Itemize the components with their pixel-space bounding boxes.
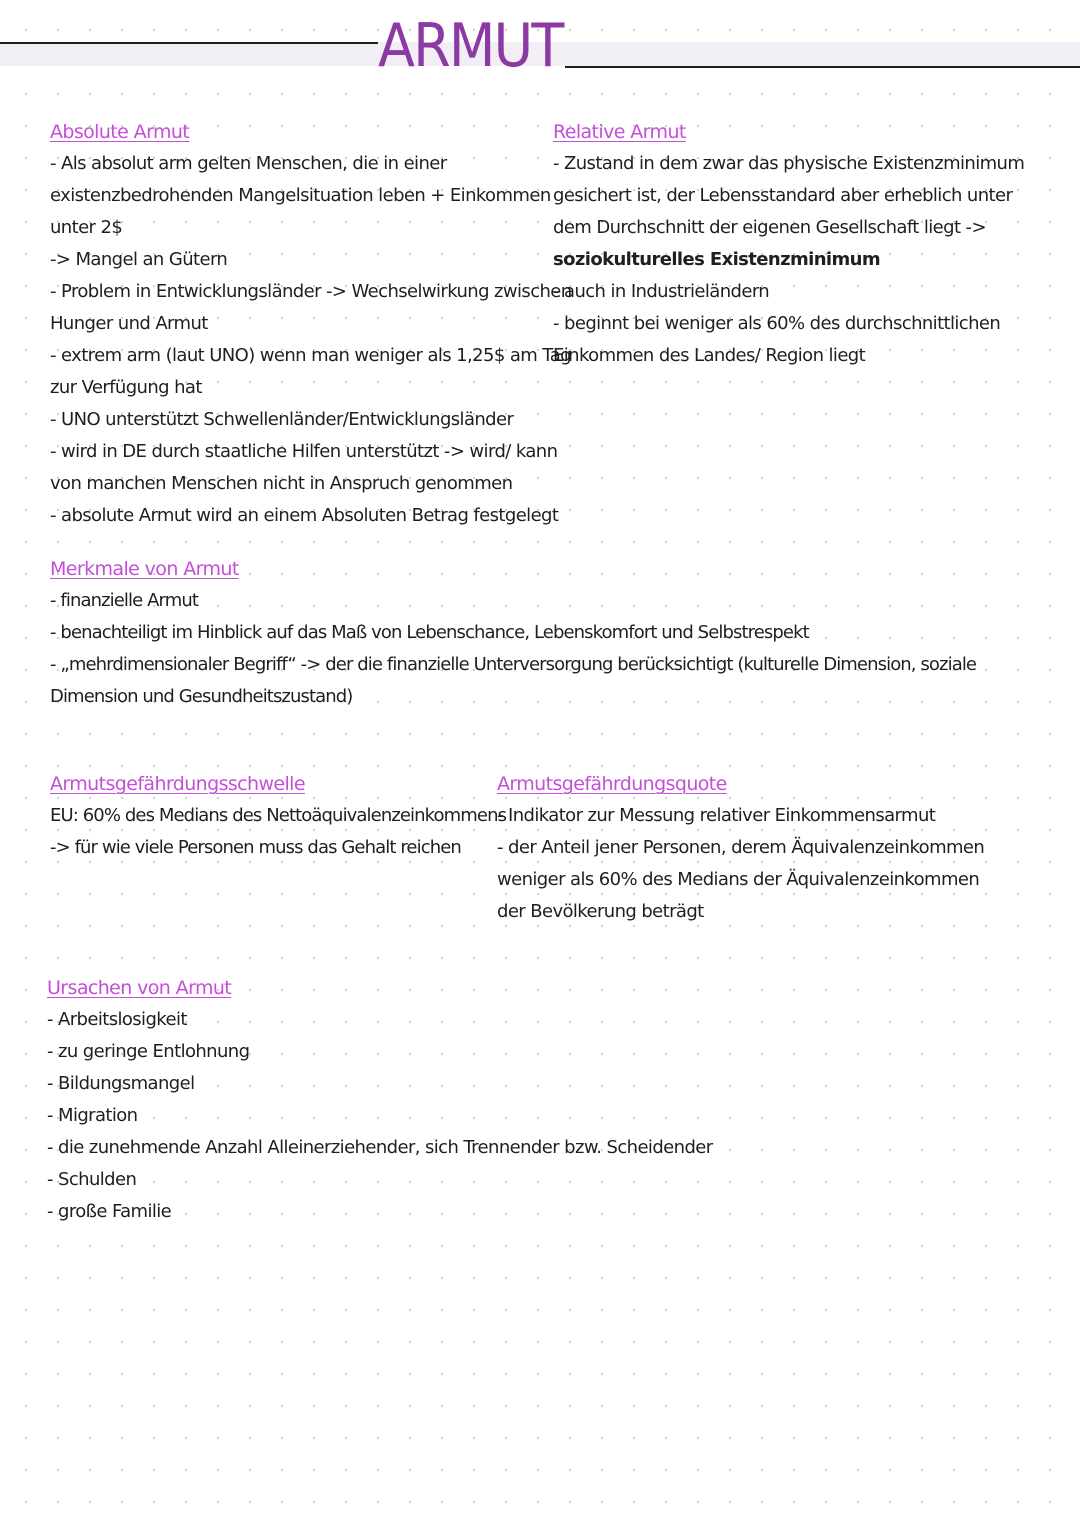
section-quote [497, 768, 985, 928]
relative-armut-lines [553, 148, 1023, 372]
text-line: -> Mangel an Gütern [50, 249, 228, 270]
text-line: - absolute Armut wird an einem Absoluten Betrag festgelegt [50, 505, 559, 526]
text-line: - Zustand in dem zwar das physische Existenzminimum [553, 153, 1025, 174]
section-schwelle [50, 768, 507, 864]
text-line: unter 2$ [50, 217, 123, 238]
text-line: - Bildungsmangel [47, 1073, 195, 1094]
section-absolute-armut [50, 116, 572, 532]
text-line: EU: 60% des Medians des Nettoäquivalenzeinkommens [50, 805, 507, 826]
text-line: Hunger und Armut [50, 313, 208, 334]
title-rule-right [565, 66, 1080, 68]
text-line: Dimension und Gesundheitszustand) [50, 686, 353, 707]
text-line: zur Verfügung hat [50, 377, 202, 398]
heading-ursachen: Ursachen von Armut [47, 977, 232, 999]
text-line: - große Familie [47, 1201, 172, 1222]
section-ursachen [47, 972, 747, 1228]
text-line: existenzbedrohenden Mangelsituation leben + Einkommen [50, 185, 551, 206]
text-line: Einkommen des Landes/ Region liegt [553, 345, 866, 366]
heading-merkmale: Merkmale von Armut [50, 558, 239, 580]
text-line: -> für wie viele Personen muss das Gehalt reichen [50, 837, 461, 858]
page-title: ARMUT [378, 11, 563, 81]
heading-quote: Armutsgefährdungsquote [497, 773, 727, 795]
text-line: - zu geringe Entlohnung [47, 1041, 250, 1062]
section-merkmale [50, 553, 1030, 713]
merkmale-lines [50, 585, 1030, 713]
text-line: der Bevölkerung beträgt [497, 901, 704, 922]
quote-lines [497, 800, 985, 928]
text-line: von manchen Menschen nicht in Anspruch genommen [50, 473, 513, 494]
title-rule-left [0, 42, 378, 44]
section-relative-armut [553, 116, 1023, 372]
absolute-armut-lines [50, 148, 572, 532]
text-line: - finanzielle Armut [50, 590, 199, 611]
text-line: - Schulden [47, 1169, 137, 1190]
text-line: - Als absolut arm gelten Menschen, die in einer [50, 153, 447, 174]
text-line: weniger als 60% des Medians der Äquivalenzeinkommen [497, 869, 980, 890]
text-line: - „mehrdimensionaler Begriff“ -> der die finanzielle Unterversorgung berücksichtigt (kulturelle Dimension, soziale [50, 654, 977, 675]
text-line-bold: soziokulturelles Existenzminimum [553, 249, 881, 270]
schwelle-lines [50, 800, 507, 864]
text-line: - Arbeitslosigkeit [47, 1009, 187, 1030]
text-line: gesichert ist, der Lebensstandard aber erheblich unter [553, 185, 1013, 206]
text-line: - benachteiligt im Hinblick auf das Maß von Lebenschance, Lebenskomfort und Selbstrespekt [50, 622, 809, 643]
text-line: - UNO unterstützt Schwellenländer/Entwicklungsländer [50, 409, 514, 430]
text-line: dem Durchschnitt der eigenen Gesellschaft liegt -> [553, 217, 986, 238]
ursachen-lines [47, 1004, 747, 1228]
text-line: - Migration [47, 1105, 138, 1126]
text-line: - Indikator zur Messung relativer Einkommensarmut [497, 805, 936, 826]
text-line: - extrem arm (laut UNO) wenn man weniger als 1,25$ am Tag [50, 345, 571, 366]
heading-schwelle: Armutsgefährdungsschwelle [50, 773, 305, 795]
text-line: - wird in DE durch staatliche Hilfen unterstützt -> wird/ kann [50, 441, 558, 462]
text-line: - die zunehmende Anzahl Alleinerziehender, sich Trennender bzw. Scheidender [47, 1137, 713, 1158]
heading-relative-armut: Relative Armut [553, 121, 686, 143]
text-line: - Problem in Entwicklungsländer -> Wechselwirkung zwischen [50, 281, 572, 302]
text-line: - auch in Industrieländern [553, 281, 770, 302]
heading-absolute-armut: Absolute Armut [50, 121, 190, 143]
text-line: - beginnt bei weniger als 60% des durchschnittlichen [553, 313, 1001, 334]
text-line: - der Anteil jener Personen, derem Äquivalenzeinkommen [497, 837, 985, 858]
